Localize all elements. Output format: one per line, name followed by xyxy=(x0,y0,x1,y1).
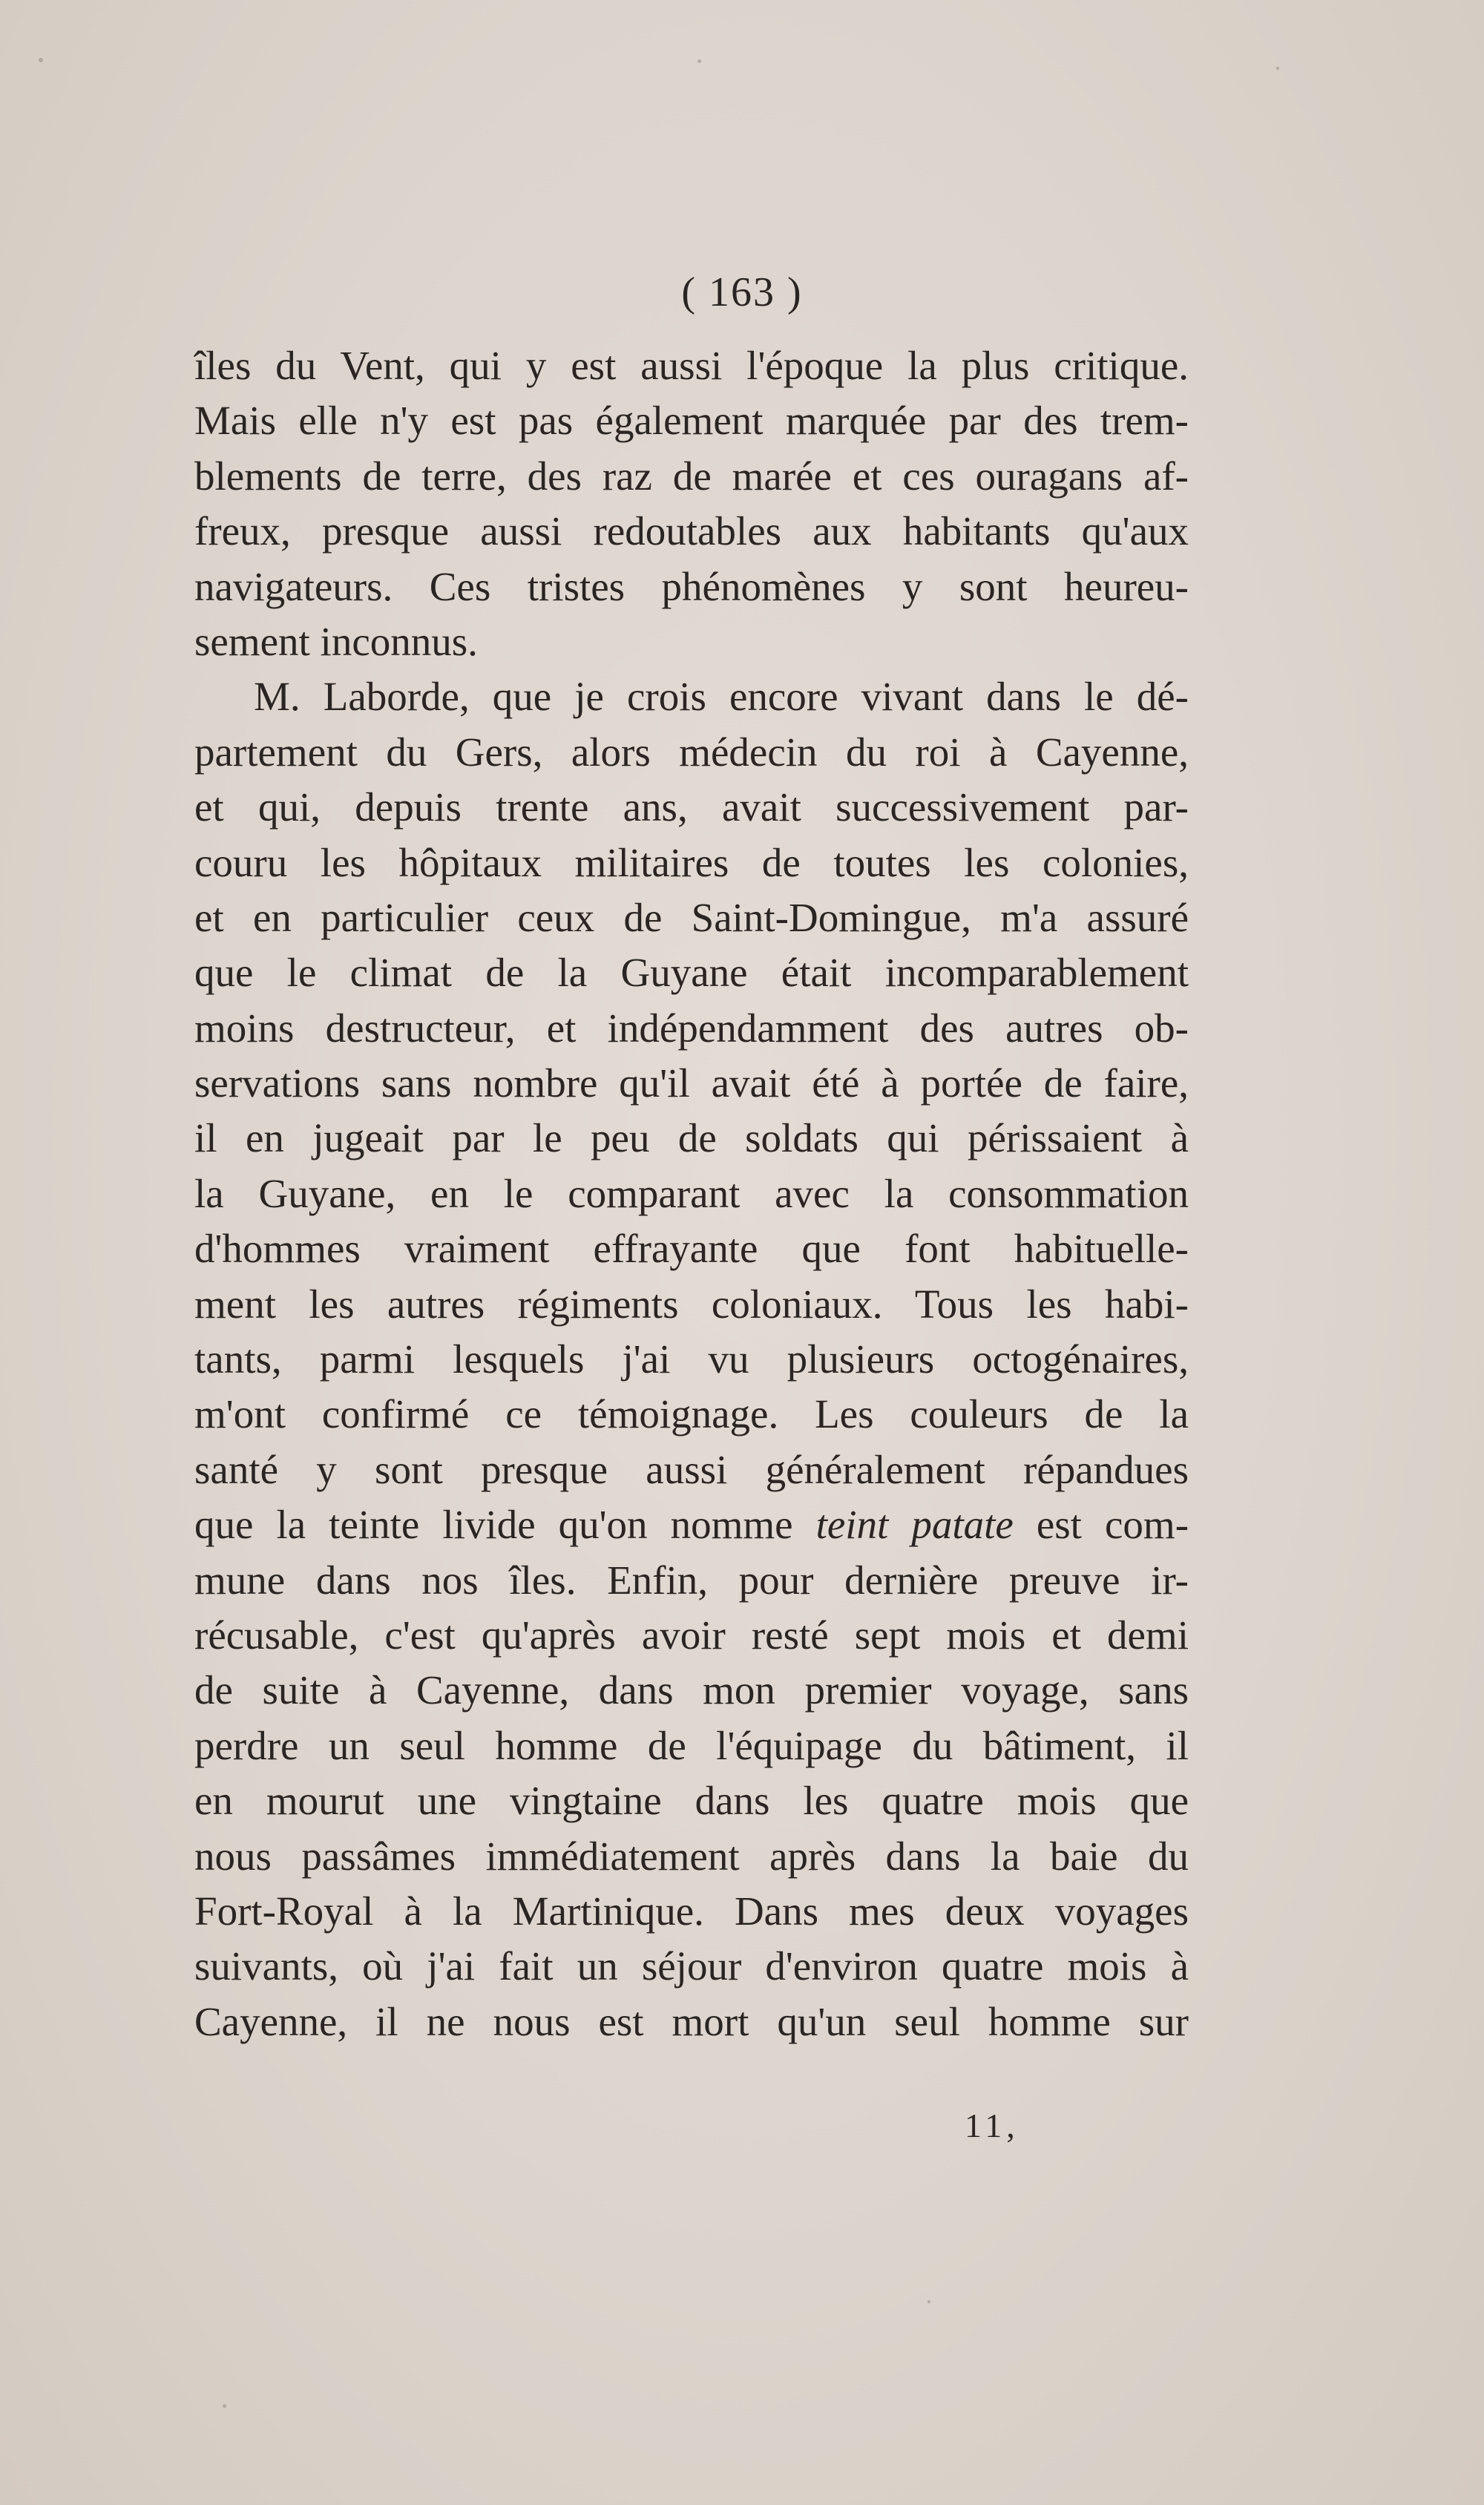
paragraph-first-line: M. Laborde, que je crois encore vivant dans le dé- xyxy=(254,674,1189,720)
text-line: suivants, où j'ai fait un séjour d'environ quatre mois à xyxy=(194,1943,1189,1989)
text-line: que le climat de la Guyane était incomparablement xyxy=(194,950,1189,996)
text-line: nous passâmes immédiatement après dans la baie du xyxy=(194,1833,1189,1879)
text-line: blements de terre, des raz de marée et ces ouragans af- xyxy=(194,453,1189,499)
text-segment: que la teinte livide qu'on nomme xyxy=(194,1502,816,1548)
text-line: sement inconnus. xyxy=(194,618,478,664)
text-line: tants, parmi lesquels j'ai vu plusieurs octogénaires, xyxy=(194,1336,1189,1382)
text-line: moins destructeur, et indépendamment des autres ob- xyxy=(194,1005,1189,1051)
text-line: îles du Vent, qui y est aussi l'époque la plus critique. xyxy=(194,343,1189,388)
paper-speck xyxy=(223,2404,226,2408)
text-line-with-italic xyxy=(194,1497,1189,1552)
text-segment: est com- xyxy=(1013,1502,1189,1548)
text-line: de suite à Cayenne, dans mon premier voyage, sans xyxy=(194,1667,1189,1713)
paper-speck xyxy=(1276,67,1279,70)
text-line: freux, presque aussi redoutables aux habitants qu'aux xyxy=(194,508,1189,554)
text-line: m'ont confirmé ce témoignage. Les couleurs de la xyxy=(194,1391,1189,1437)
page-number: ( 163 ) xyxy=(681,269,803,315)
text-line: et qui, depuis trente ans, avait successivement par- xyxy=(194,784,1189,830)
paper-speck xyxy=(697,59,701,63)
text-line: Mais elle n'y est pas également marquée par des trem- xyxy=(194,398,1189,444)
text-line: et en particulier ceux de Saint-Domingue, m'a assuré xyxy=(194,894,1189,940)
text-line: couru les hôpitaux militaires de toutes les colonies, xyxy=(194,839,1189,885)
text-line: Cayenne, il ne nous est mort qu'un seul homme sur xyxy=(194,1998,1189,2044)
text-line: servations sans nombre qu'il avait été à portée de faire, xyxy=(194,1060,1189,1106)
text-line: la Guyane, en le comparant avec la consommation xyxy=(194,1170,1189,1216)
signature-mark: 11, xyxy=(965,2107,1020,2144)
italic-term: teint patate xyxy=(815,1502,1014,1548)
paper-speck xyxy=(928,2300,930,2303)
text-line: ment les autres régiments coloniaux. Tous les habi- xyxy=(194,1281,1189,1327)
text-line: Fort-Royal à la Martinique. Dans mes deux voyages xyxy=(194,1888,1189,1934)
text-line: récusable, c'est qu'après avoir resté sept mois et demi xyxy=(194,1612,1189,1658)
text-line: navigateurs. Ces tristes phénomènes y sont heureu- xyxy=(194,563,1189,609)
text-line: en mourut une vingtaine dans les quatre mois que xyxy=(194,1778,1189,1824)
text-line: santé y sont presque aussi généralement répandues xyxy=(194,1446,1189,1492)
text-line: il en jugeait par le peu de soldats qui périssaient à xyxy=(194,1115,1189,1161)
text-line: d'hommes vraiment effrayante que font habituelle- xyxy=(194,1226,1189,1272)
text-line: perdre un seul homme de l'équipage du bâtiment, il xyxy=(194,1722,1189,1768)
paper-speck xyxy=(39,58,43,62)
text-line: mune dans nos îles. Enfin, pour dernière preuve ir- xyxy=(194,1557,1189,1603)
body-text xyxy=(194,338,1189,2049)
text-line: partement du Gers, alors médecin du roi à Cayenne, xyxy=(194,729,1189,775)
